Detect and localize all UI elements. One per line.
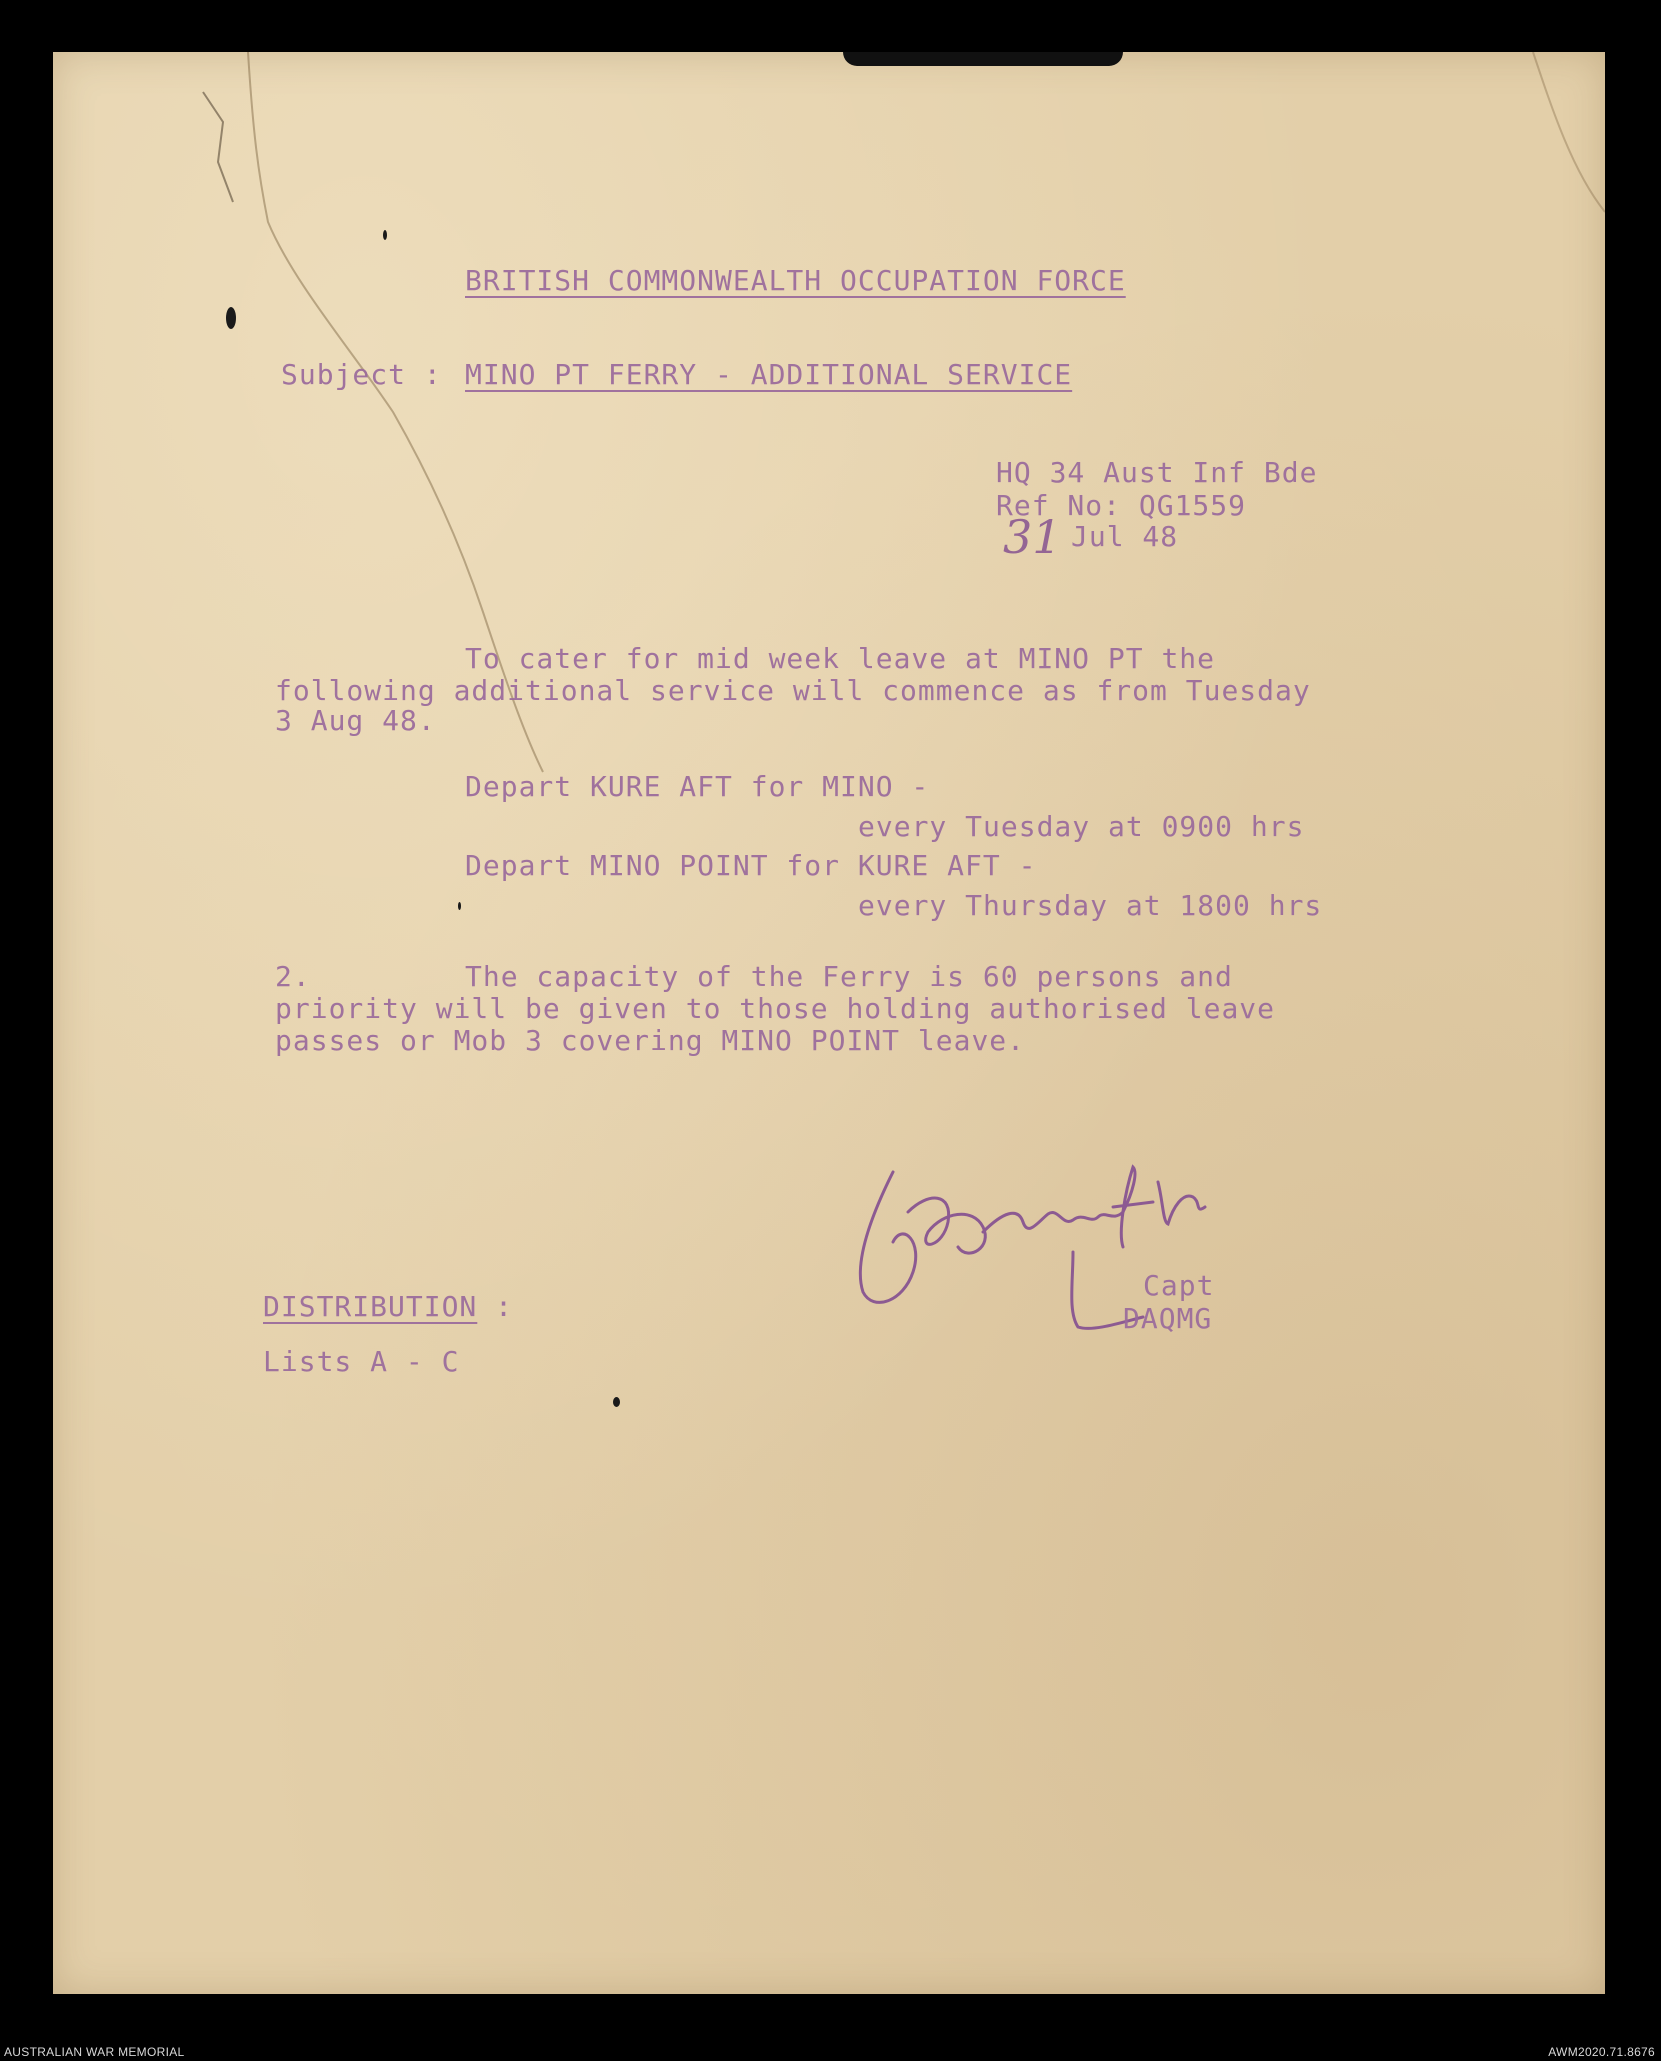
date-day-handwritten: 31: [1003, 510, 1062, 564]
unit-name: HQ 34 Aust Inf Bde: [996, 456, 1318, 489]
document-heading: BRITISH COMMONWEALTH OCCUPATION FORCE: [465, 264, 1126, 297]
paragraph-1-line-1: To cater for mid week leave at MINO PT the: [465, 642, 1216, 675]
schedule-time-1: every Tuesday at 0900 hrs: [858, 810, 1305, 843]
paragraph-2-number: 2.: [275, 960, 311, 993]
subject-label: Subject :: [281, 358, 442, 391]
footer-catalogue-id: AWM2020.71.8676: [1548, 2045, 1655, 2059]
schedule-route-1: Depart KURE AFT for MINO -: [465, 770, 930, 803]
paragraph-1-line-3: 3 Aug 48.: [275, 704, 436, 737]
signatory-appointment: DAQMG: [1123, 1302, 1213, 1335]
paragraph-2-line-2: priority will be given to those holding authorised leave: [275, 992, 1276, 1025]
reference-number: Ref No: QG1559: [996, 489, 1247, 522]
schedule-time-2: every Thursday at 1800 hrs: [858, 889, 1323, 922]
distribution-separator: :: [477, 1290, 514, 1323]
subject-text: MINO PT FERRY - ADDITIONAL SERVICE: [465, 358, 1073, 391]
ink-speck: [383, 230, 387, 240]
ink-speck: [226, 307, 236, 329]
paragraph-1-line-2: following additional service will commence as from Tuesday: [275, 674, 1311, 707]
ink-speck: [458, 902, 461, 910]
document-sheet: [53, 52, 1605, 1994]
distribution-heading: [263, 1290, 513, 1323]
schedule-route-2: Depart MINO POINT for KURE AFT -: [465, 849, 1037, 882]
paragraph-2-line-1: The capacity of the Ferry is 60 persons and: [465, 960, 1233, 993]
tape-mark: [843, 52, 1123, 66]
distribution-lists: Lists A - C: [263, 1345, 460, 1378]
paragraph-2-line-3: passes or Mob 3 covering MINO POINT leave.: [275, 1024, 1026, 1057]
signatory-rank: Capt: [1143, 1269, 1215, 1302]
ink-speck: [613, 1397, 620, 1407]
footer-archive-name: AUSTRALIAN WAR MEMORIAL: [4, 2045, 185, 2059]
date-month-year: Jul 48: [1071, 520, 1179, 553]
distribution-label: DISTRIBUTION: [263, 1290, 478, 1323]
